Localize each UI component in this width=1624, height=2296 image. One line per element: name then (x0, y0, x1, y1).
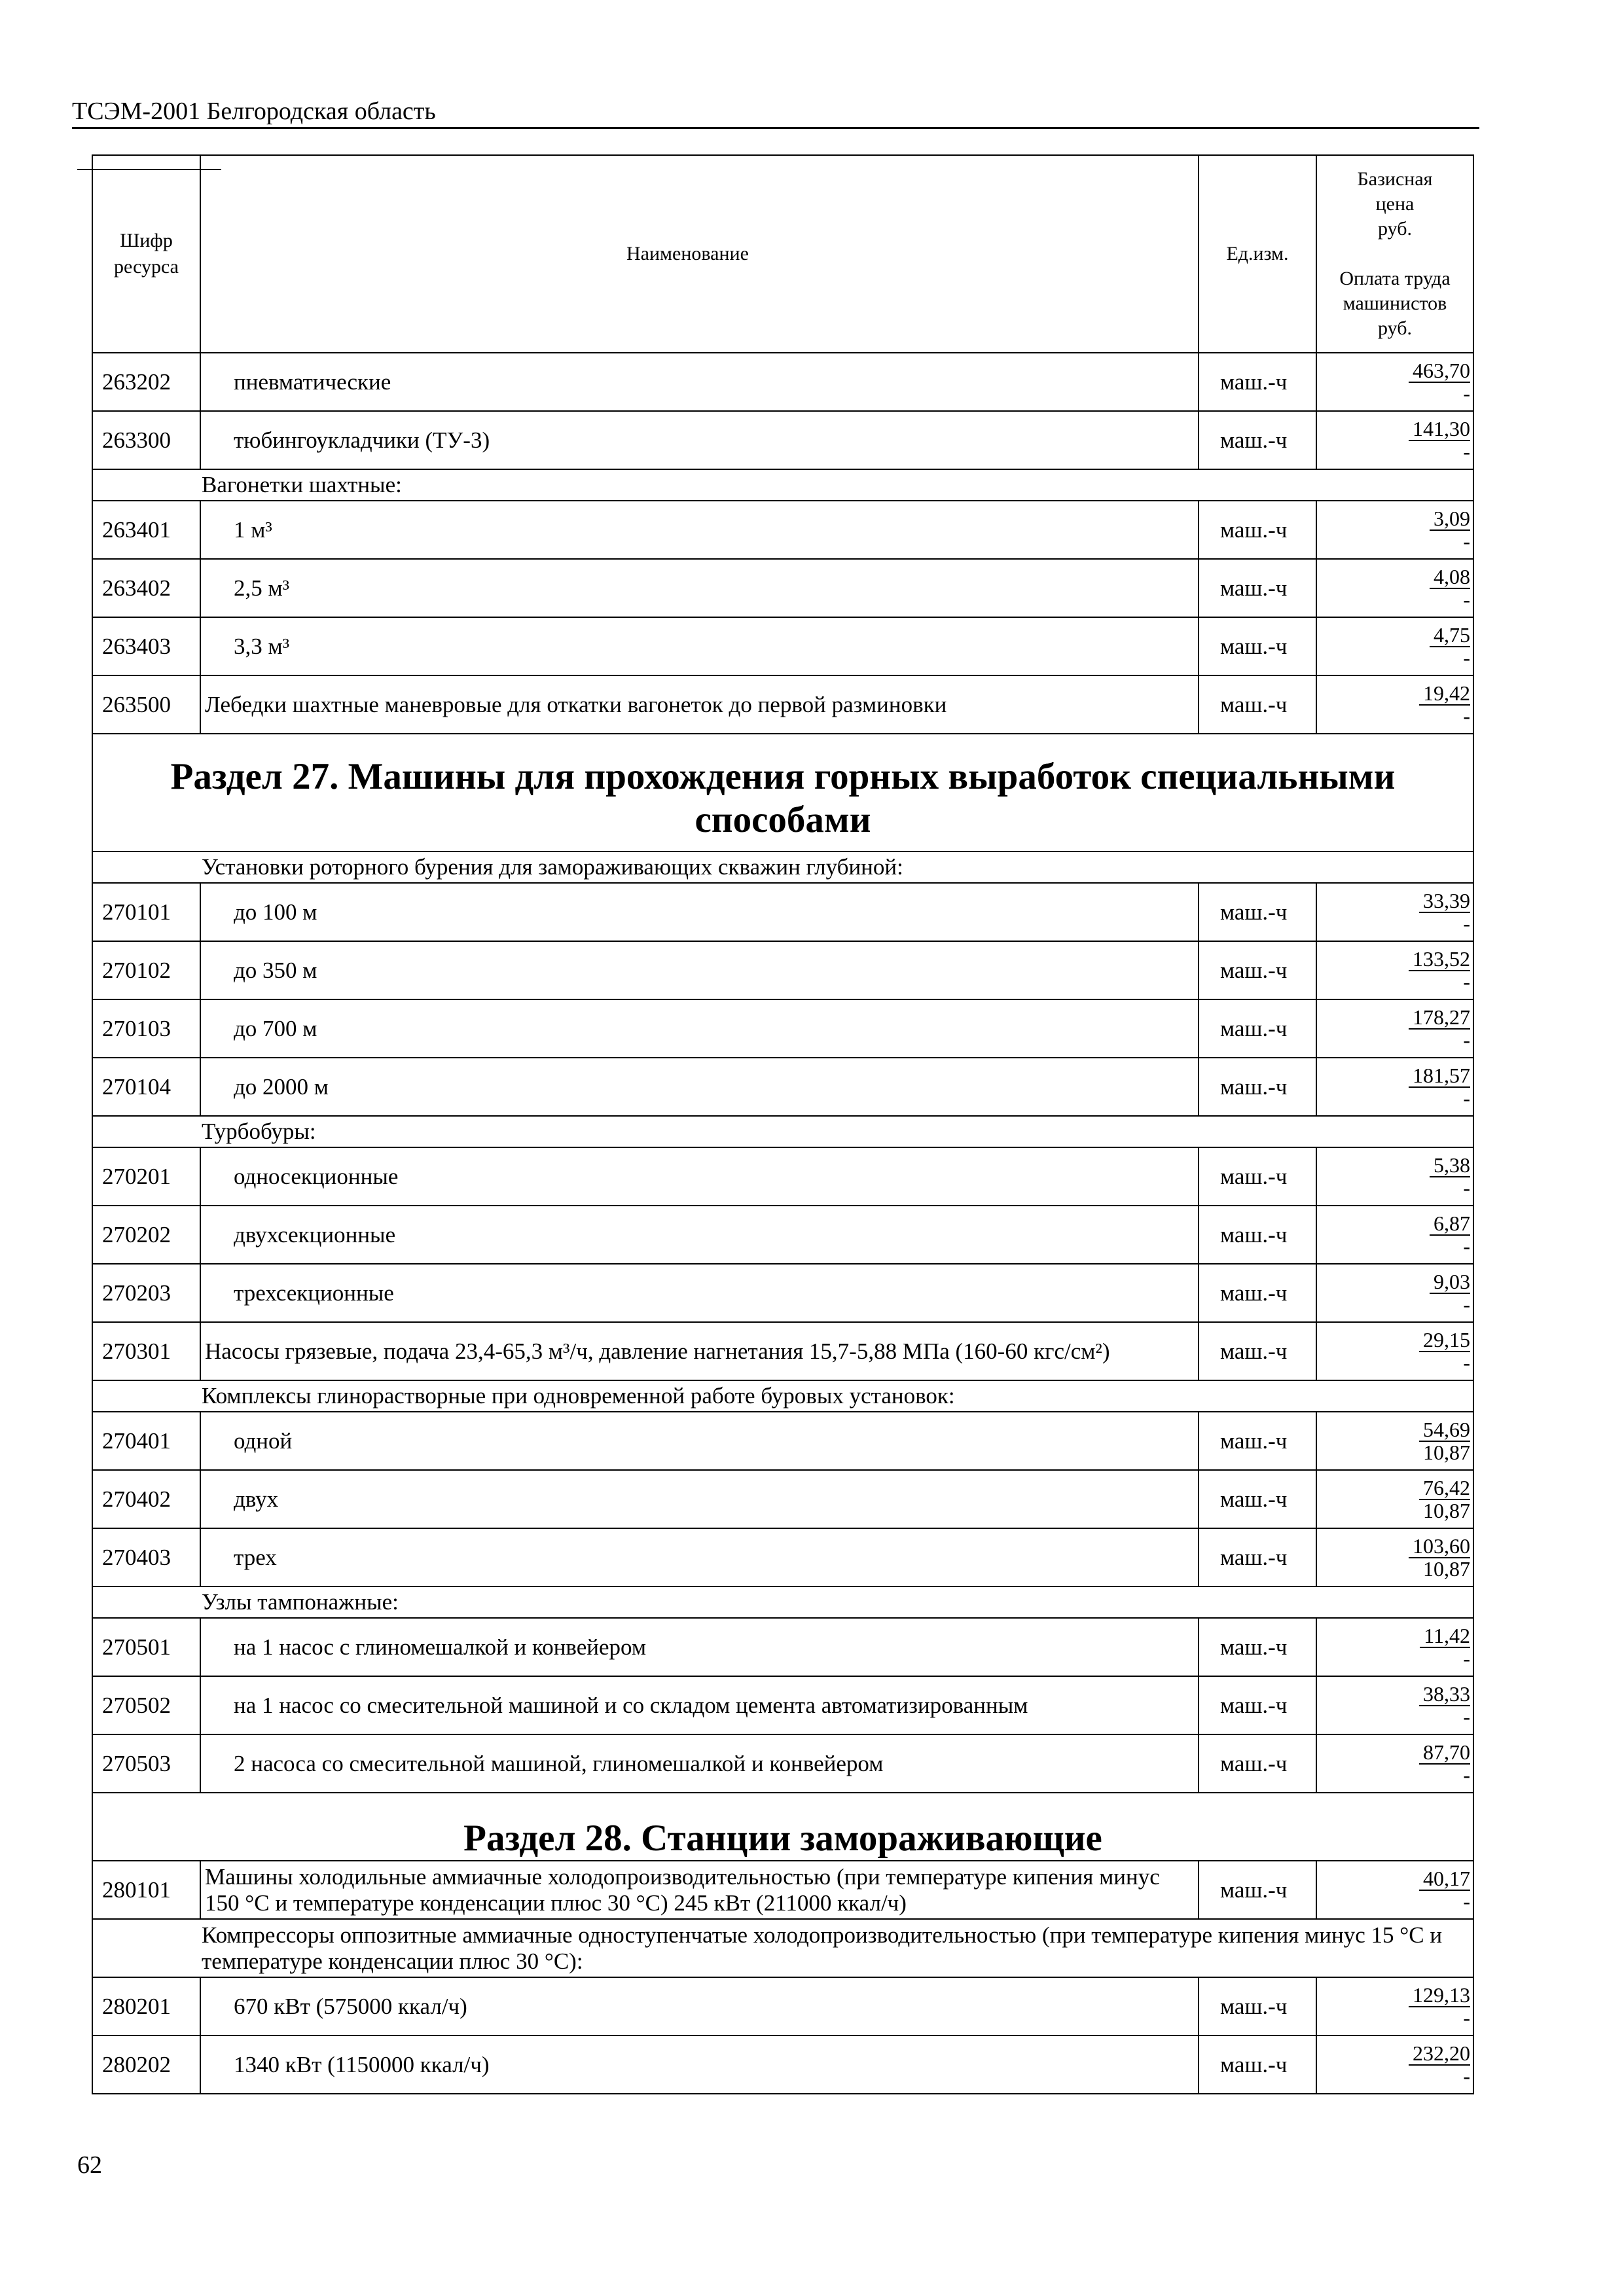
unit-of-measure: маш.-ч (1199, 1977, 1316, 2036)
operator-wage: - (1463, 1646, 1470, 1670)
price-cell (1316, 1206, 1473, 1264)
price-cell (1316, 1734, 1473, 1793)
unit-of-measure: маш.-ч (1199, 501, 1316, 559)
resource-code: 270503 (92, 1734, 200, 1793)
table-row (92, 1206, 1473, 1264)
resource-code: 270104 (92, 1058, 200, 1116)
unit-of-measure: маш.-ч (1199, 999, 1316, 1058)
base-price: 178,27 (1409, 1007, 1470, 1030)
base-price: 38,33 (1419, 1683, 1470, 1706)
table-row (92, 617, 1473, 675)
operator-wage: - (1463, 587, 1470, 611)
operator-wage: - (1463, 1028, 1470, 1052)
header-code (92, 155, 200, 353)
price-cell (1316, 883, 1473, 941)
header-price (1316, 155, 1473, 353)
unit-of-measure: маш.-ч (1199, 1676, 1316, 1734)
base-price: 76,42 (1419, 1477, 1470, 1500)
resource-name: односекционные (200, 1147, 1199, 1206)
operator-wage: - (1463, 645, 1470, 670)
resource-code: 270501 (92, 1618, 200, 1676)
header-price-line: руб. (1378, 218, 1412, 240)
table-row (92, 353, 1473, 411)
resource-code: 270403 (92, 1528, 200, 1587)
resource-name: на 1 насос с глиномешалкой и конвейером (200, 1618, 1199, 1676)
operator-wage: - (1463, 1763, 1470, 1787)
resource-code: 263402 (92, 559, 200, 617)
resource-code: 263401 (92, 501, 200, 559)
group-row (92, 1587, 1473, 1618)
table-row (92, 1264, 1473, 1322)
resource-code: 263202 (92, 353, 200, 411)
section-heading-row (92, 1793, 1473, 1861)
price-cell (1316, 1618, 1473, 1676)
resource-name: 2,5 м³ (200, 559, 1199, 617)
operator-wage: - (1463, 1350, 1470, 1374)
table-row (92, 501, 1473, 559)
resource-name: до 350 м (200, 941, 1199, 999)
price-cell (1316, 1470, 1473, 1528)
resource-code: 270102 (92, 941, 200, 999)
price-cell (1316, 559, 1473, 617)
resource-name: трехсекционные (200, 1264, 1199, 1322)
table-row (92, 999, 1473, 1058)
table-row (92, 1977, 1473, 2036)
group-title: Комплексы глинорастворные при одновременной работе буровых установок: (92, 1380, 1473, 1412)
price-cell (1316, 2036, 1473, 2094)
table-row (92, 675, 1473, 734)
price-cell (1316, 411, 1473, 469)
table-row (92, 883, 1473, 941)
price-cell (1316, 999, 1473, 1058)
header-code-line1: Шифр (120, 230, 173, 251)
base-price: 232,20 (1409, 2043, 1470, 2066)
price-cell (1316, 941, 1473, 999)
header-price-line: Оплата труда (1339, 268, 1451, 289)
resource-code: 270202 (92, 1206, 200, 1264)
price-cell (1316, 675, 1473, 734)
group-title: Узлы тампонажные: (92, 1587, 1473, 1618)
resource-name: двух (200, 1470, 1199, 1528)
header-name-text: Наименование (626, 243, 749, 264)
page-header (72, 97, 1479, 129)
base-price: 29,15 (1419, 1329, 1470, 1352)
unit-of-measure: маш.-ч (1199, 353, 1316, 411)
unit-of-measure: маш.-ч (1199, 617, 1316, 675)
group-row (92, 1380, 1473, 1412)
resource-code: 270401 (92, 1412, 200, 1470)
price-cell (1316, 1528, 1473, 1587)
resource-code: 270402 (92, 1470, 200, 1528)
resource-name: одной (200, 1412, 1199, 1470)
table-row (92, 411, 1473, 469)
unit-of-measure: маш.-ч (1199, 1412, 1316, 1470)
unit-of-measure: маш.-ч (1199, 1206, 1316, 1264)
base-price: 54,69 (1419, 1419, 1470, 1442)
base-price: 33,39 (1419, 890, 1470, 913)
operator-wage: 10,87 (1423, 1440, 1470, 1464)
price-cell (1316, 1676, 1473, 1734)
base-price: 129,13 (1409, 1984, 1470, 2007)
unit-of-measure: маш.-ч (1199, 1861, 1316, 1919)
price-cell (1316, 1147, 1473, 1206)
table-row (92, 1058, 1473, 1116)
document-title: ТСЭМ-2001 Белгородская область (72, 98, 436, 125)
table-row (92, 941, 1473, 999)
table-header-row (92, 155, 1473, 353)
resource-name: Машины холодильные аммиачные холодопроизводительностью (при температуре кипения минус 150 °С и температуре конденсации плюс 30 °С) 245 кВт (211000 ккал/ч) (200, 1861, 1199, 1919)
price-cell (1316, 1322, 1473, 1380)
resource-name: Насосы грязевые, подача 23,4-65,3 м³/ч, давление нагнетания 15,7-5,88 МПа (160-60 кгс/см²) (200, 1322, 1199, 1380)
price-cell (1316, 1412, 1473, 1470)
section-heading: Раздел 27. Машины для прохождения горных выработок специальными способами (92, 734, 1473, 852)
resource-name: тюбингоукладчики (ТУ-3) (200, 411, 1199, 469)
table-row (92, 1147, 1473, 1206)
group-title: Компрессоры оппозитные аммиачные одноступенчатые холодопроизводительностью (при температуре кипения минус 15 °С и температуре конденсации плюс 30 °С): (92, 1919, 1473, 1977)
resource-name: пневматические (200, 353, 1199, 411)
unit-of-measure: маш.-ч (1199, 941, 1316, 999)
header-unit (1199, 155, 1316, 353)
resource-name: двухсекционные (200, 1206, 1199, 1264)
unit-of-measure: маш.-ч (1199, 1322, 1316, 1380)
base-price: 40,17 (1419, 1868, 1470, 1891)
resource-code: 270103 (92, 999, 200, 1058)
unit-of-measure: маш.-ч (1199, 2036, 1316, 2094)
operator-wage: - (1463, 1175, 1470, 1200)
base-price: 5,38 (1430, 1155, 1470, 1177)
resource-name: до 2000 м (200, 1058, 1199, 1116)
resource-name: до 100 м (200, 883, 1199, 941)
operator-wage: - (1463, 911, 1470, 935)
unit-of-measure: маш.-ч (1199, 1618, 1316, 1676)
header-price-line: Базисная (1357, 168, 1433, 190)
resource-table (92, 154, 1474, 2094)
base-price: 9,03 (1430, 1271, 1470, 1294)
base-price: 3,09 (1430, 508, 1470, 531)
operator-wage: - (1463, 1234, 1470, 1258)
resource-name: 2 насоса со смесительной машиной, глиномешалкой и конвейером (200, 1734, 1199, 1793)
unit-of-measure: маш.-ч (1199, 883, 1316, 941)
price-cell (1316, 1058, 1473, 1116)
resource-code: 270203 (92, 1264, 200, 1322)
resource-name: трех (200, 1528, 1199, 1587)
resource-code: 270201 (92, 1147, 200, 1206)
header-price-line: руб. (1378, 317, 1412, 339)
resource-code: 280202 (92, 2036, 200, 2094)
header-unit-text: Ед.изм. (1226, 243, 1289, 264)
table-row (92, 1412, 1473, 1470)
resource-code: 280101 (92, 1861, 200, 1919)
table-row (92, 1861, 1473, 1919)
resource-name: 3,3 м³ (200, 617, 1199, 675)
resource-code: 270101 (92, 883, 200, 941)
group-row (92, 469, 1473, 501)
operator-wage: - (1463, 2064, 1470, 2088)
base-price: 6,87 (1430, 1213, 1470, 1236)
base-price: 141,30 (1409, 418, 1470, 441)
operator-wage: - (1463, 1086, 1470, 1110)
table-row (92, 2036, 1473, 2094)
unit-of-measure: маш.-ч (1199, 1058, 1316, 1116)
operator-wage: - (1463, 704, 1470, 728)
base-price: 181,57 (1409, 1065, 1470, 1088)
section-heading: Раздел 28. Станции замораживающие (92, 1793, 1473, 1861)
operator-wage: - (1463, 1704, 1470, 1729)
unit-of-measure: маш.-ч (1199, 1147, 1316, 1206)
price-cell (1316, 1264, 1473, 1322)
table-row (92, 1322, 1473, 1380)
unit-of-measure: маш.-ч (1199, 559, 1316, 617)
operator-wage: 10,87 (1423, 1556, 1470, 1581)
unit-of-measure: маш.-ч (1199, 1470, 1316, 1528)
resource-name: до 700 м (200, 999, 1199, 1058)
operator-wage: - (1463, 2005, 1470, 2030)
resource-name: 1340 кВт (1150000 ккал/ч) (200, 2036, 1199, 2094)
operator-wage: - (1463, 439, 1470, 463)
resource-code: 263300 (92, 411, 200, 469)
table-row (92, 1734, 1473, 1793)
group-row (92, 1919, 1473, 1977)
header-code-line2: ресурса (114, 256, 179, 278)
table-row (92, 1618, 1473, 1676)
operator-wage: - (1463, 1889, 1470, 1913)
unit-of-measure: маш.-ч (1199, 675, 1316, 734)
resource-name: 670 кВт (575000 ккал/ч) (200, 1977, 1199, 2036)
resource-code: 270502 (92, 1676, 200, 1734)
header-price-line: машинистов (1343, 293, 1447, 314)
base-price: 103,60 (1409, 1535, 1470, 1558)
resource-code: 263500 (92, 675, 200, 734)
price-cell (1316, 617, 1473, 675)
price-cell (1316, 501, 1473, 559)
operator-wage: - (1463, 1292, 1470, 1316)
header-name (200, 155, 1199, 353)
table-row (92, 559, 1473, 617)
group-row (92, 1116, 1473, 1147)
table-row (92, 1528, 1473, 1587)
resource-name: 1 м³ (200, 501, 1199, 559)
resource-code: 280201 (92, 1977, 200, 2036)
price-cell (1316, 1861, 1473, 1919)
operator-wage: - (1463, 969, 1470, 994)
unit-of-measure: маш.-ч (1199, 1734, 1316, 1793)
operator-wage: - (1463, 381, 1470, 405)
operator-wage: 10,87 (1423, 1498, 1470, 1522)
resource-name: на 1 насос со смесительной машиной и со складом цемента автоматизированным (200, 1676, 1199, 1734)
group-title: Установки роторного бурения для замораживающих скважин глубиной: (92, 852, 1473, 883)
header-price-line: цена (1375, 193, 1415, 215)
group-title: Вагонетки шахтные: (92, 469, 1473, 501)
unit-of-measure: маш.-ч (1199, 411, 1316, 469)
group-row (92, 852, 1473, 883)
unit-of-measure: маш.-ч (1199, 1264, 1316, 1322)
table-row (92, 1470, 1473, 1528)
unit-of-measure: маш.-ч (1199, 1528, 1316, 1587)
base-price: 4,08 (1430, 566, 1470, 589)
resource-code: 263403 (92, 617, 200, 675)
resource-code: 270301 (92, 1322, 200, 1380)
base-price: 463,70 (1409, 360, 1470, 383)
base-price: 133,52 (1409, 948, 1470, 971)
base-price: 11,42 (1420, 1625, 1470, 1648)
group-title: Турбобуры: (92, 1116, 1473, 1147)
base-price: 4,75 (1430, 624, 1470, 647)
resource-name: Лебедки шахтные маневровые для откатки вагонеток до первой разминовки (200, 675, 1199, 734)
base-price: 19,42 (1419, 683, 1470, 706)
table-row (92, 1676, 1473, 1734)
section-heading-row (92, 734, 1473, 852)
operator-wage: - (1463, 529, 1470, 553)
base-price: 87,70 (1419, 1742, 1470, 1765)
page-number: 62 (77, 2151, 102, 2179)
price-cell (1316, 353, 1473, 411)
price-cell (1316, 1977, 1473, 2036)
